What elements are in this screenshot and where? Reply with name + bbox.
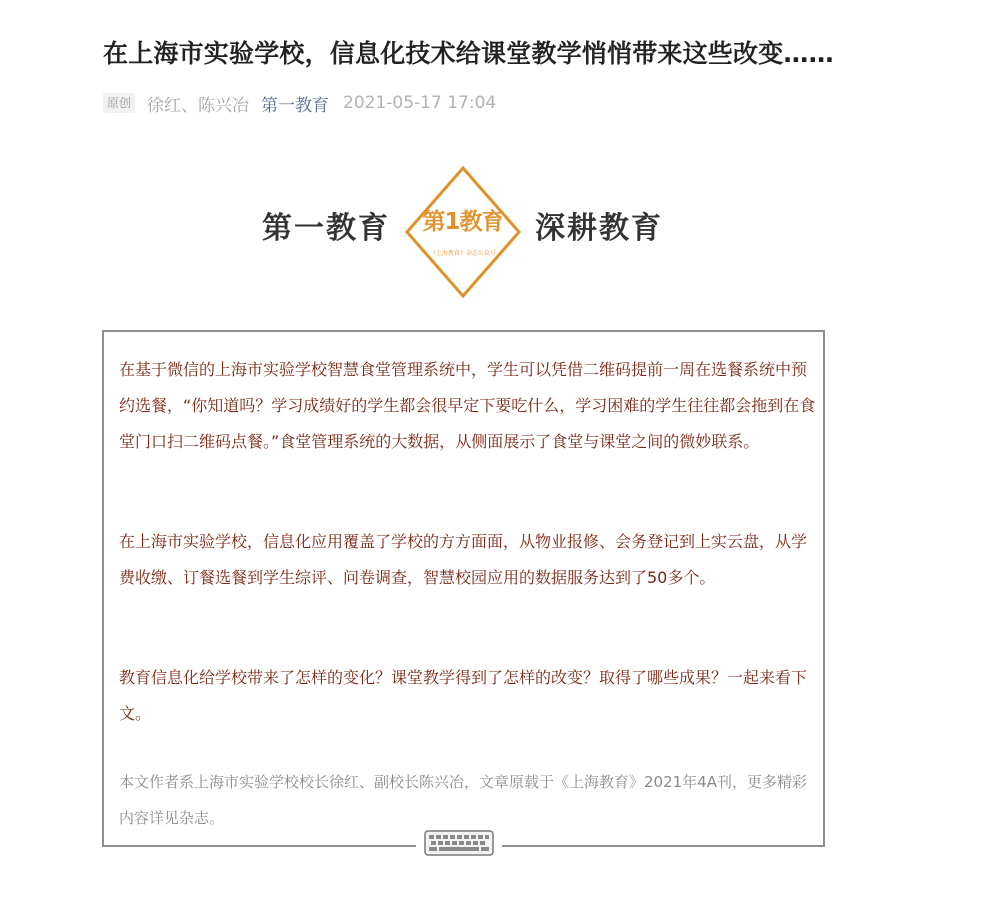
content-paragraph-2: 在上海市实验学校，信息化应用覆盖了学校的方方面面，从物业报修、会务登记到上实云盘，从学费收缴、订餐选餐到学生综评、问卷调查，智慧校园应用的数据服务达到了50多个。 <box>119 532 808 587</box>
publish-datetime: 2021-05-17 17:04 <box>343 93 497 113</box>
original-badge: 原创 <box>103 93 135 113</box>
first-education-logo <box>403 165 523 299</box>
content-paragraph-1: 在基于微信的上海市实验学校智慧食堂管理系统中，学生可以凭借二维码提前一周在选餐系统中预约选餐，“你知道吗？学习成绩好的学生都会很早定下要吃什么，学习困难的学生往往都会拖到在食堂门口扫二维码点餐。”食堂管理系统的大数据，从侧面展示了食堂与课堂之间的微妙联系。 <box>119 360 816 451</box>
article-authors: 徐红、陈兴冶 <box>147 95 250 116</box>
account-name-link[interactable]: 第一教育 <box>261 95 330 116</box>
banner-left-text: 第一教育 <box>262 211 390 246</box>
logo-text: 第1教育 <box>422 209 504 235</box>
banner-image <box>250 165 690 299</box>
keyboard-icon <box>416 828 502 858</box>
author-note: 本文作者系上海市实验学校校长徐红、副校长陈兴冶，文章原载于《上海教育》2021年4A刊，更多精彩内容详见杂志。 <box>119 773 807 827</box>
article-meta <box>103 89 496 117</box>
logo-subtext: 《上海教育》杂志公众号 <box>429 250 496 257</box>
content-box <box>102 330 825 847</box>
article-title: 在上海市实验学校，信息化技术给课堂教学悄悄带来这些改变…… <box>103 39 834 68</box>
banner-right-text: 深耕教育 <box>535 211 663 246</box>
content-paragraph-3: 教育信息化给学校带来了怎样的变化？课堂教学得到了怎样的改变？取得了哪些成果？一起来看下文。 <box>119 668 808 723</box>
